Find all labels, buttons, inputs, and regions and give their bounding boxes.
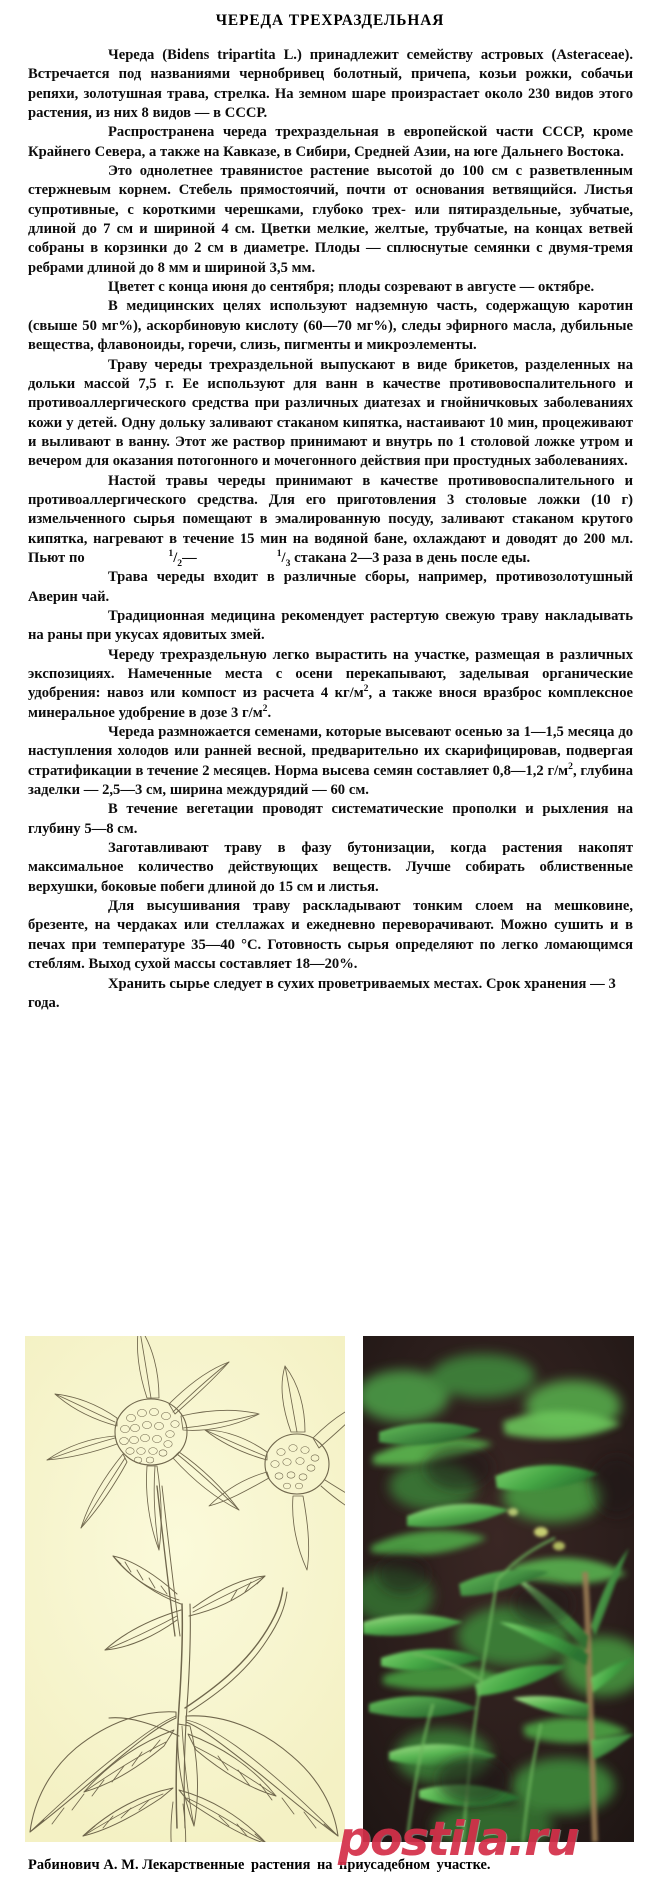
paragraph-9: Традиционная медицина рекомендует растертую свежую траву накладывать на раны при укусах ядовитых змей. — [28, 607, 633, 644]
paragraph-1: Череда (Bidens tripartita L.) принадлежит семейству астровых (Asteraceae). Встречается под названиями чернобривец болотный, причепа, козьи рожки, собачьи репяхи, золотушная трава, стрелка. На земном шаре произрастает около 230 видов этого растения, из них 8 видов — в СССР. — [28, 47, 633, 122]
fraction-numerator: 1 — [276, 548, 282, 560]
fraction-one-third: $^1/_3$ — [276, 548, 291, 569]
credit-work-title: Лекарственные растения на приусадебном участке. — [142, 1857, 491, 1873]
paragraph-8: Трава череды входит в различные сборы, например, противозолотушный Аверин чай. — [28, 569, 633, 605]
postila-watermark: postila.ru — [338, 1812, 578, 1867]
superscript-square: 2 — [262, 702, 268, 714]
book-credit — [28, 1856, 640, 1875]
paragraph-13: Заготавливают траву в фазу бутонизации, когда растения накопят максимальное количество действующих веществ. Лучше собирать облиственные верхушки, боковые побеги длиной до 15 см и листья. — [28, 840, 633, 895]
paragraph-11-text-2: , глубина заделки — 2,5—3 см, ширина междурядий — 60 см. — [28, 762, 633, 799]
paragraph-12: В течение вегетации проводят систематические прополки и рыхления на глубину 5—8 см. — [28, 801, 633, 837]
superscript-square: 2 — [363, 683, 369, 695]
fraction-one-half: $^1/_2$ — [168, 548, 183, 569]
credit-author: Рабинович А. М. — [28, 1857, 139, 1873]
paragraph-7-text-after: стакана 2—3 раза в день после еды. — [290, 549, 531, 566]
paragraph-11-text-1: Череда размножается семенами, которые высевают осенью за 1—1,5 месяца до наступления холодов или ранней весной, предварительно их скарифицировав, подвергая стратификации в течение 2 месяцев. Норма высева семян составляет 0,8—1,2 г/м — [28, 724, 633, 779]
superscript-square: 2 — [568, 760, 573, 772]
fraction-separator: — — [182, 549, 197, 566]
paragraph-5: В медицинских целях используют надземную часть, содержащую каротин (свыше 50 мг%), аскорбиновую кислоту (60—70 мг%), следы эфирного масла, дубильные вещества, флавоноиды, горечи, слизь, пигменты и микроэлементы. — [28, 298, 633, 354]
fraction-denominator: 2 — [177, 557, 183, 569]
paragraph-7-text-before: Настой травы череды принимают в качестве противовоспалительного и противоаллергического средства. Для его приготовления 3 столовые ложки (10 г) измельченного сырья помещают в эмалированную посуду, заливают стаканом крутого кипятка, нагревают в течение 15 мин на водяной бане, охлаждают и доводят до 200 мл. Пьют по — [28, 472, 633, 566]
figure-row — [0, 1334, 660, 1842]
paragraph-2: Распространена череда трехраздельная в европейской части СССР, кроме Крайнего Севера, а также на Кавказе, в Сибири, Средней Азии, на юге Дальнего Востока. — [28, 124, 633, 160]
paragraph-10-text-3: . — [267, 704, 272, 721]
botanical-drawing-figure — [25, 1336, 345, 1842]
fraction-denominator: 3 — [285, 557, 291, 569]
paragraph-10-text-2: , а также внося вразброс комплексное минеральное удобрение в дозе 3 г/м — [28, 685, 633, 721]
paragraph-10-text-1: Череду трехраздельную легко вырастить на участке, размещая в различных экспозициях. Намеченные места с осени перекапывают, заделывая органические удобрения: навоз или компост из расчета 4 кг/м — [28, 646, 633, 702]
fraction-numerator: 1 — [168, 548, 174, 560]
paragraph-10 — [28, 646, 633, 723]
paragraph-6: Траву череды трехраздельной выпускают в виде брикетов, разделенных на дольки массой 7,5 г. Ее используют для ванн в качестве противовоспалительного и противоаллергического средства при различных диатезах и гнойничковых заболеваниях кожи у детей. Одну дольку заливают стаканом кипятка, настаивают 10 мин, процеживают и выливают в ванну. Этот же раствор принимают и внутрь по 1 столовой ложке утром и вечером для оказания потогонного и мочегонного действия при простудных заболеваниях. — [28, 356, 633, 470]
paragraph-14: Для высушивания траву раскладывают тонким слоем на мешковине, брезенте, на чердаках или стеллажах и ежедневно переворачивают. Можно сушить и в печах при температуре 35—40 °С. Готовность сырья определяют по легко ломающимся стеблям. Выход сухой массы составляет 18—20%. — [28, 898, 633, 973]
paragraph-11 — [28, 723, 633, 800]
paragraph-4: Цветет с конца июня до сентября; плоды созревают в августе — октябре. — [108, 279, 595, 296]
paragraph-7 — [28, 472, 633, 569]
paragraph-15: Хранить сырье следует в сухих проветриваемых местах. Срок хранения — 3 года. — [28, 975, 616, 1011]
article-body — [28, 46, 633, 1013]
page-title: ЧЕРЕДА ТРЕХРАЗДЕЛЬНАЯ — [215, 12, 445, 29]
paragraph-3: Это однолетнее травянистое растение высотой до 100 см с разветвленным стержневым корнем. Стебель прямостоячий, почти от основания ветвящийся. Листья супротивные, с короткими черешками, глубоко трех- или пятираздельные, зубчатые, длиной до 7 см и шириной 4 см. Цветки мелкие, желтые, трубчатые, на концах ветвей собраны в корзинки до 2 см в диаметре. Плоды — сплюснутые семянки с двумя-тремя ребрами длиной до 8 мм и шириной 3,5 мм. — [28, 163, 633, 276]
plant-photograph-figure — [363, 1336, 634, 1842]
